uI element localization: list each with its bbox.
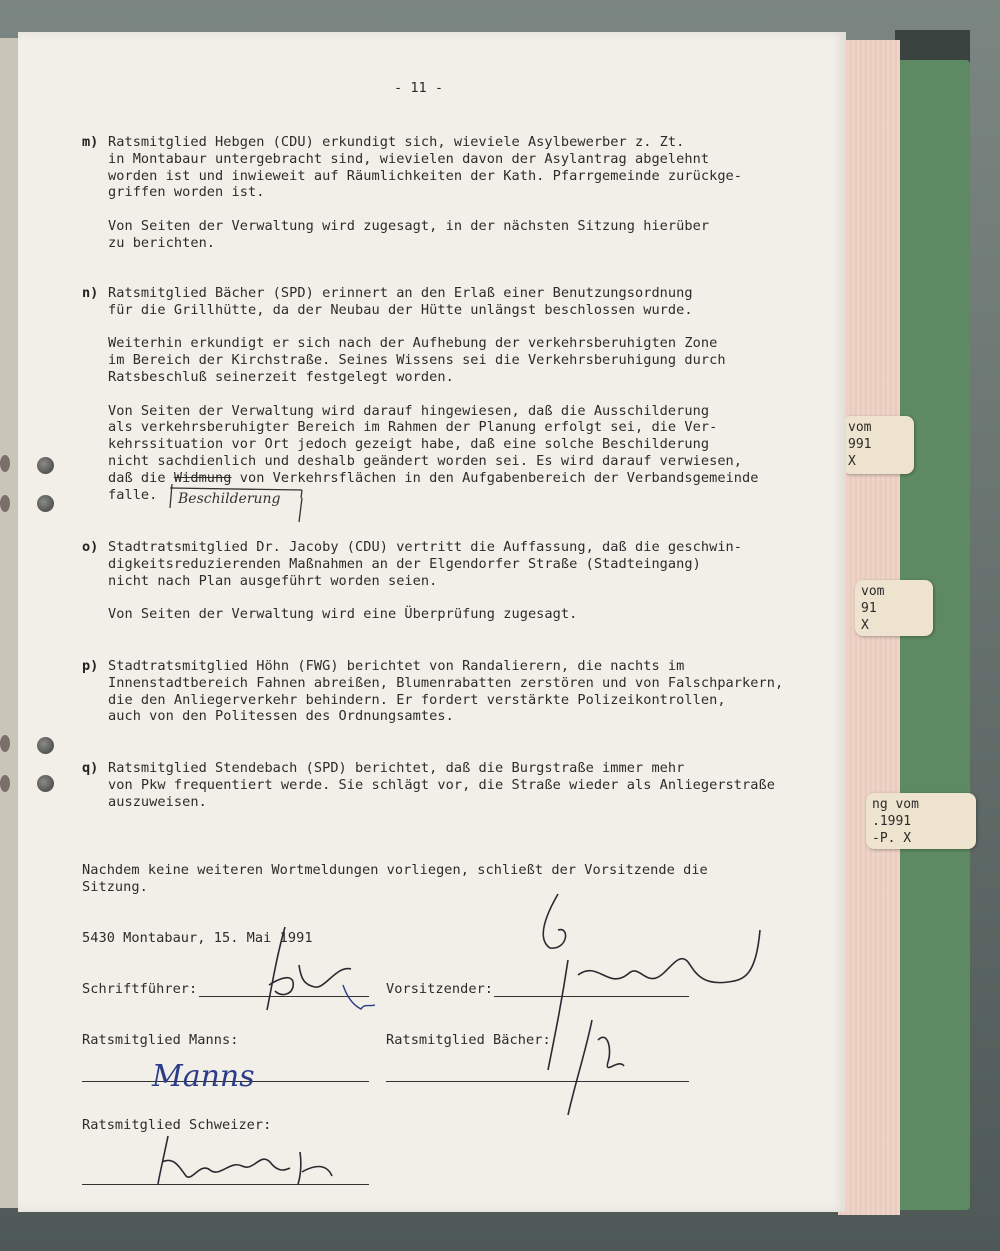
item-text [108,760,775,810]
tab-text: X [848,454,856,469]
text-line: als verkehrsberuhigter Bereich im Rahmen der Planung erfolgt sei, die Ver- [108,419,718,436]
item-label: o) [82,539,99,555]
tab-text: -P. X [872,831,912,846]
text-line: auch von den Politessen des Ordnungsamtes. [108,708,454,725]
text-line: Ratsbeschluß seinerzeit festgelegt worden. [108,368,454,385]
text-line: Von Seiten der Verwaltung wird eine Überprüfung zugesagt. [108,606,578,623]
punch-hole [0,495,10,512]
punch-hole [37,775,54,792]
item-text [108,539,742,623]
tab-text: vom [861,584,885,599]
text-line: nicht nach Plan ausgeführt worden seien. [108,572,438,589]
text-line: Stadtratsmitglied Höhn (FWG) berichtet von Randalierern, die nachts im [108,658,685,674]
text-line: in Montabaur untergebracht sind, wievielen davon der Asylantrag abgelehnt [108,150,710,167]
text-line: Nachdem keine weiteren Wortmeldungen vorliegen, schließt der Vorsitzende die [82,862,708,878]
text-line: die den Anliegerverkehr behindern. Er fordert verstärkte Polizeikontrollen, [108,691,726,708]
index-tab[interactable] [855,580,933,636]
punch-hole [0,775,10,792]
text-line: digkeitsreduzierenden Maßnahmen an der Elgendorfer Straße (Stadteingang) [108,555,701,572]
struck-word: Widmung [173,469,232,486]
text-line: griffen worden ist. [108,184,265,201]
schriftfuehrer-label: Schriftführer: [82,981,198,997]
text-line: nicht sachdienlich und deshalb geändert worden sei. Es wird darauf verwiesen, [108,452,743,469]
item-text [108,134,742,252]
baecher-label: Ratsmitglied Bächer: [386,1032,551,1048]
tab-text: X [861,618,869,633]
text-line: Ratsmitglied Stendebach (SPD) berichtet, daß die Burgstraße immer mehr [108,760,685,776]
text-line: zu berichten. [108,234,216,251]
text-line: Sitzung. [82,878,148,895]
text-line: im Bereich der Kirchstraße. Seines Wissens sei die Verkehrsberuhigung durch [108,352,726,369]
text-line: Von Seiten der Verwaltung wird zugesagt, in der nächsten Sitzung hierüber [108,217,710,234]
text-line: kehrssituation vor Ort jedoch gezeigt habe, daß eine solche Beschilderung [108,436,710,453]
item-label: p) [82,658,99,674]
text-line: Ratsmitglied Bächer (SPD) erinnert an den Erlaß einer Benutzungsordnung [108,285,693,301]
text-line: worden ist und inwieweit auf Räumlichkeiten der Kath. Pfarrgemeinde zurückge- [108,167,743,184]
text-line: Ratsmitglied Hebgen (CDU) erkundigt sich, wieviele Asylbewerber z. Zt. [108,134,685,150]
item-label: n) [82,285,99,301]
schweizer-signature [150,1132,340,1196]
manns-signature-text: Manns [152,1059,255,1094]
tab-text: ng vom [872,797,919,812]
vorsitzender-label: Vorsitzender: [386,981,494,997]
schweizer-label: Ratsmitglied Schweizer: [82,1117,272,1133]
manns-signature [150,1048,260,1102]
punch-hole [37,737,54,754]
index-tab[interactable] [842,416,914,474]
tab-text: vom [848,420,872,435]
handwritten-correction [168,482,308,531]
text-line: von Pkw frequentiert werde. Sie schlägt vor, die Straße wieder als Anliegerstraße [108,776,775,793]
text-line: Innenstadtbereich Fahnen abreißen, Blumenrabatten zerstören und von Falschparkern, [108,674,784,691]
page-number: - 11 - [394,80,444,96]
schriftfuehrer-signature [255,925,385,1024]
tab-text: .1991 [872,814,912,829]
text-line: Von Seiten der Verwaltung wird darauf hingewiesen, daß die Ausschilderung [108,402,710,419]
handwritten-insert: Beschilderung [178,491,281,507]
manns-label: Ratsmitglied Manns: [82,1032,239,1048]
text-line: Weiterhin erkundigt er sich nach der Aufhebung der verkehrsberuhigten Zone [108,335,718,352]
index-tab[interactable] [866,793,976,849]
tab-text: 91 [861,601,877,616]
tab-text: 991 [848,437,872,452]
punch-hole [0,735,10,752]
item-text [108,285,759,503]
item-text [108,658,783,725]
text-line: Stadtratsmitglied Dr. Jacoby (CDU) vertritt die Auffassung, daß die geschwin- [108,539,743,555]
text-line: auszuweisen. [108,793,207,810]
text-fragment: falle. [108,486,158,503]
punch-hole [37,495,54,512]
text-line: für die Grillhütte, da der Neubau der Hütte unlängst beschlossen wurde. [108,301,693,318]
punch-hole [37,457,54,474]
vorsitzender-signature [528,890,778,1134]
item-label: q) [82,760,99,776]
punch-hole [0,455,10,472]
text-fragment: von Verkehrsflächen in den Aufgabenbereich der Verbandsgemeinde [231,469,759,486]
place-date: 5430 Montabaur, 15. Mai 1991 [82,930,313,946]
item-label: m) [82,134,99,150]
text-fragment: daß die [108,469,174,486]
